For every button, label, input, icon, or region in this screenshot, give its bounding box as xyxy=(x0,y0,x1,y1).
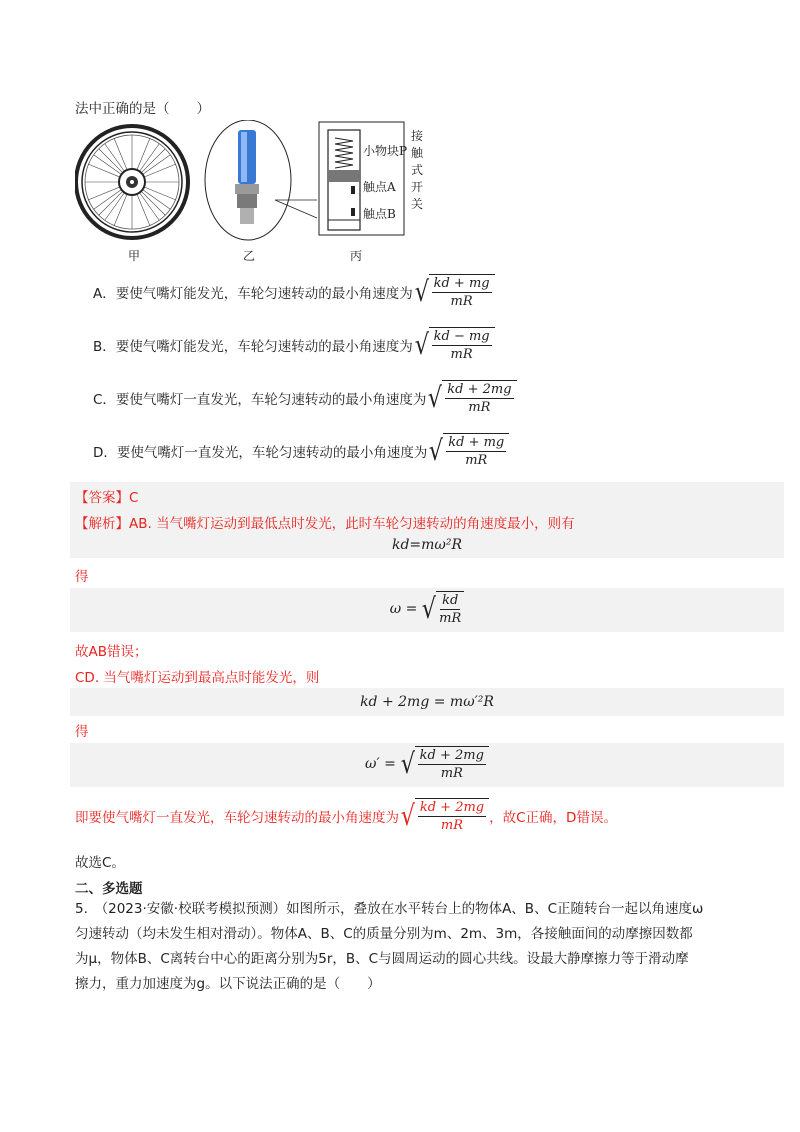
option-b: B．要使气嘴灯能发光，车轮匀速转动的最小角速度为 √ kd − mg mR xyxy=(93,327,495,363)
equation-1: kd=mω²R xyxy=(391,537,463,553)
de-2: 得 xyxy=(75,724,89,740)
question-stem-tail: 法中正确的是（ ） xyxy=(75,101,210,117)
q5-line-4: 擦力，重力加速度为g。以下说法正确的是（ ） xyxy=(75,976,381,992)
q5-line-2: 匀速转动（均未发生相对滑动）。物体A、B、C的质量分别为m、2m、3m，各接触面间的动摩擦因数都 xyxy=(75,926,693,942)
valve-lamp-icon xyxy=(205,120,317,240)
q5-line-3: 为μ，物体B、C离转台中心的距离分别为5r，B、C与圆周运动的圆心共线。设最大静摩擦力等于滑动摩 xyxy=(75,951,689,967)
conclusion: 即要使气嘴灯一直发光，车轮匀速转动的最小角速度为 √ kd + 2mg mR ，故C正确，D错误。 xyxy=(75,799,617,833)
analysis-cd: CD. 当气嘴灯运动到最高点时能发光，则 xyxy=(75,670,320,686)
section-title: 二、多选题 xyxy=(75,881,143,897)
figure-label-jia: 甲 xyxy=(128,249,141,263)
option-c: C．要使气嘴灯一直发光，车轮匀速转动的最小角速度为 √ kd + 2mg mR xyxy=(93,380,517,416)
figure-label-yi: 乙 xyxy=(243,249,256,263)
bicycle-figure xyxy=(75,120,435,265)
figure-label-bing: 丙 xyxy=(350,249,363,263)
wheel-icon xyxy=(76,126,188,238)
choose-c: 故选C。 xyxy=(75,855,125,871)
equation-4: ω′ = √ kd + 2mg mR xyxy=(70,746,784,782)
block-p-label: 小物块P xyxy=(363,144,408,158)
q5-line-1: 5. （2023·安徽·校联考模拟预测）如图所示，叠放在水平转台上的物体A、B、C正随转台一起以角速度ω xyxy=(75,901,704,917)
option-d: D．要使气嘴灯一直发光，车轮匀速转动的最小角速度为 √ kd + mg mR xyxy=(93,433,509,469)
de-1: 得 xyxy=(75,569,89,585)
answer: 【答案】C xyxy=(75,490,139,506)
contact-a-label: 触点A xyxy=(363,180,396,194)
equation-3: kd + 2mg = mω′²R xyxy=(360,694,494,710)
analysis-ab: 【解析】AB. 当气嘴灯运动到最低点时发光，此时车轮匀速转动的角速度最小，则有 xyxy=(75,516,575,532)
option-a: A．要使气嘴灯能发光，车轮匀速转动的最小角速度为 √ kd + mg mR xyxy=(93,274,495,310)
switch-label: 接 触 式 开 关 xyxy=(411,129,424,211)
equation-2: ω = √ kd mR xyxy=(70,591,784,627)
ab-wrong: 故AB错误； xyxy=(75,644,148,660)
contact-b-label: 触点B xyxy=(363,207,396,221)
